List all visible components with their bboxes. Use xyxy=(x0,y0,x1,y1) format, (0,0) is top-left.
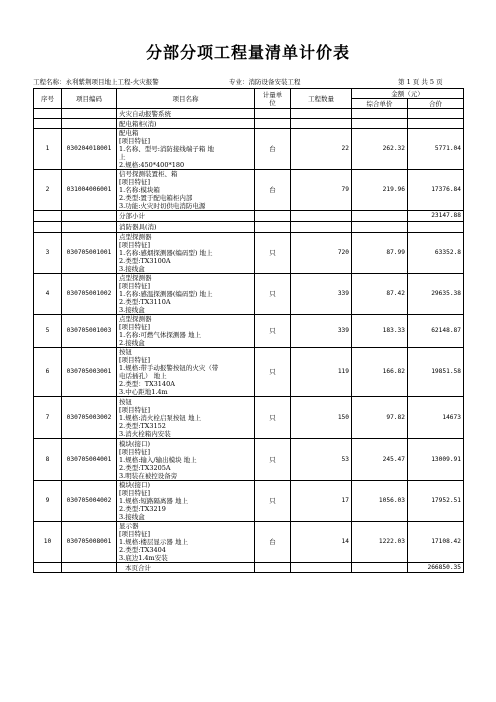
page-total-value: 266850.35 xyxy=(408,563,464,573)
row-total: 17376.84 xyxy=(408,170,464,211)
row-unit: 台 xyxy=(255,522,291,563)
heading-name: 火灾自动报警系统 xyxy=(117,109,255,119)
row-code: 030705004002 xyxy=(62,481,117,522)
row-total: 29635.38 xyxy=(408,274,464,315)
row-code: 030204018001 xyxy=(62,129,117,170)
row-unit-price: 87.42 xyxy=(352,274,408,315)
row-unit-price: 183.33 xyxy=(352,315,408,348)
row-total: 63352.8 xyxy=(408,233,464,274)
row-unit-price: 166.82 xyxy=(352,348,408,397)
header-code: 项目编码 xyxy=(62,89,117,109)
header-unit: 计量单位 xyxy=(255,89,291,109)
row-unit-price: 1056.03 xyxy=(352,481,408,522)
row-total: 62148.87 xyxy=(408,315,464,348)
table-row xyxy=(34,233,464,274)
table-row xyxy=(34,222,464,233)
row-name: 点型探测器 [项目特征] 1.名称:感烟探测器(编码型) 地上 2.类型:TX3100A 3.接线盒 xyxy=(117,233,255,274)
row-total: 17952.51 xyxy=(408,481,464,522)
row-unit: 台 xyxy=(255,129,291,170)
table-row xyxy=(34,522,464,563)
row-total: 17108.42 xyxy=(408,522,464,563)
row-total: 19851.58 xyxy=(408,348,464,397)
row-code: 030705003002 xyxy=(62,397,117,439)
page-total-label: 本页合计 xyxy=(117,563,255,573)
row-unit: 只 xyxy=(255,233,291,274)
header-name: 项目名称 xyxy=(117,89,255,109)
table-row xyxy=(34,348,464,397)
row-name: 模块(接口) [项目特征] 1.规格:短路隔离器 地上 2.类型:TX3219 3.接线盒 xyxy=(117,481,255,522)
row-unit-price: 1222.03 xyxy=(352,522,408,563)
header-amount: 金额（元） xyxy=(352,89,464,99)
row-total: 14673 xyxy=(408,397,464,439)
project-name: 工程名称：永利紫荆项目地上工程-火灾报警 xyxy=(33,78,159,86)
row-code: 031004006001 xyxy=(62,170,117,211)
row-unit: 只 xyxy=(255,439,291,481)
row-code: 030705003001 xyxy=(62,348,117,397)
table-row xyxy=(34,119,464,129)
row-unit: 台 xyxy=(255,170,291,211)
table-row xyxy=(34,211,464,222)
heading-name: 消防器具(消) xyxy=(117,222,255,233)
table-row xyxy=(34,481,464,522)
header-unit-price: 综合单价 xyxy=(352,99,408,109)
row-name: 点型探测器 [项目特征] 1.名称:感温探测器(编码型) 地上 2.类型:TX3110A 3.接线盒 xyxy=(117,274,255,315)
row-unit: 只 xyxy=(255,397,291,439)
row-name: 模块(接口) [项目特征] 1.规格:输入/输出模块 地上 2.类型:TX3205A 3.明装在被控设备旁 xyxy=(117,439,255,481)
row-seq: 3 xyxy=(34,233,62,274)
row-unit: 只 xyxy=(255,315,291,348)
info-bar xyxy=(33,77,463,87)
table-row xyxy=(34,129,464,170)
row-seq: 7 xyxy=(34,397,62,439)
row-unit-price: 219.96 xyxy=(352,170,408,211)
header-total: 合价 xyxy=(408,99,464,109)
row-name: 显示器 [项目特征] 1.规格:楼层显示器 地上 2.类型:TX3404 3.底边1.4m安装 xyxy=(117,522,255,563)
row-name: 点型探测器 [项目特征] 1.名称:可燃气体探测器 地上 2.接线盒 xyxy=(117,315,255,348)
row-qty: 119 xyxy=(291,348,352,397)
row-qty: 22 xyxy=(291,129,352,170)
row-seq: 5 xyxy=(34,315,62,348)
row-seq: 2 xyxy=(34,170,62,211)
page-title: 分部分项工程量清单计价表 xyxy=(145,43,350,62)
row-qty: 53 xyxy=(291,439,352,481)
row-unit-price: 262.32 xyxy=(352,129,408,170)
table-row xyxy=(34,274,464,315)
row-unit-price: 87.99 xyxy=(352,233,408,274)
row-qty: 150 xyxy=(291,397,352,439)
row-code: 030705001003 xyxy=(62,315,117,348)
page-indicator: 第 1 页 共 5 页 xyxy=(398,78,443,86)
row-qty: 14 xyxy=(291,522,352,563)
row-code: 030705001001 xyxy=(62,233,117,274)
row-name: 按钮 [项目特征] 1.规格:消火栓启泵按钮 地上 2.类型:TX3152 3.消火栓箱内安装 xyxy=(117,397,255,439)
heading-name: 配电箱柜(消) xyxy=(117,119,255,129)
header-qty: 工程数量 xyxy=(291,89,352,109)
row-qty: 339 xyxy=(291,315,352,348)
row-code: 030705004001 xyxy=(62,439,117,481)
table-row xyxy=(34,563,464,573)
table-row xyxy=(34,315,464,348)
row-qty: 79 xyxy=(291,170,352,211)
table-row xyxy=(34,439,464,481)
row-code: 030705001002 xyxy=(62,274,117,315)
row-seq: 8 xyxy=(34,439,62,481)
row-seq: 6 xyxy=(34,348,62,397)
row-qty: 17 xyxy=(291,481,352,522)
row-qty: 720 xyxy=(291,233,352,274)
row-name: 按钮 [项目特征] 1.规格:带手动报警按钮的火灾（带 电话插孔） 地上 2.类型：TX3140A 3.中心距地1.4m xyxy=(117,348,255,397)
subtotal-value: 23147.88 xyxy=(408,211,464,222)
row-name: 信号探测装置柜、箱 [项目特征] 1.名称:模块箱 2.类型:置于配电箱柜内部 3.功能:火灾时切供电消防电源 xyxy=(117,170,255,211)
row-seq: 9 xyxy=(34,481,62,522)
table-row xyxy=(34,170,464,211)
row-name: 配电箱 [项目特征] 1.名称、型号:消防接线端子箱 地 上 2.规格:450*400*180 xyxy=(117,129,255,170)
row-total: 13009.91 xyxy=(408,439,464,481)
row-seq: 1 xyxy=(34,129,62,170)
row-qty: 339 xyxy=(291,274,352,315)
row-seq: 10 xyxy=(34,522,62,563)
row-seq: 4 xyxy=(34,274,62,315)
table-row xyxy=(34,109,464,119)
table-row xyxy=(34,397,464,439)
subtotal-label: 分部小计 xyxy=(117,211,255,222)
row-unit-price: 245.47 xyxy=(352,439,408,481)
specialty: 专业：消防设备安装工程 xyxy=(229,78,301,86)
header-seq: 序号 xyxy=(34,89,62,109)
row-unit-price: 97.82 xyxy=(352,397,408,439)
row-total: 5771.04 xyxy=(408,129,464,170)
row-unit: 只 xyxy=(255,348,291,397)
bill-table xyxy=(33,88,464,573)
row-code: 030705008001 xyxy=(62,522,117,563)
row-unit: 只 xyxy=(255,481,291,522)
row-unit: 只 xyxy=(255,274,291,315)
